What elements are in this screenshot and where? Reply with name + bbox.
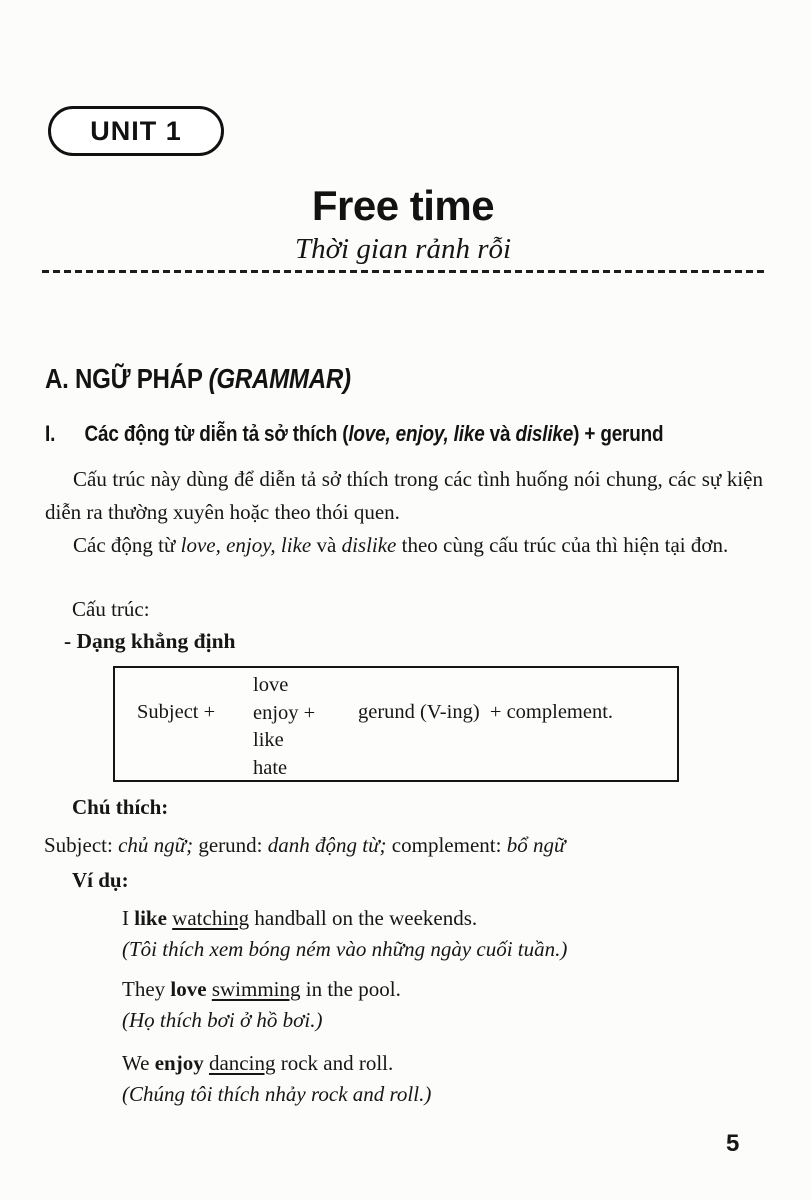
structure-label: Cấu trúc: (72, 597, 150, 621)
unit-badge-label: UNIT 1 (90, 115, 182, 146)
grammar-item-heading (45, 421, 663, 447)
dashed-divider (42, 270, 764, 273)
example-block (122, 1048, 742, 1110)
formula-verb: hate (253, 756, 288, 779)
formula-verb: enjoy + (253, 701, 316, 724)
item-title: Các động từ diễn tả sở thích (love, enjoy, like và dislike) + gerund (84, 421, 664, 446)
example-block (122, 974, 742, 1036)
formula-complement: gerund (V-ing) + complement. (358, 701, 614, 723)
page-title: Free time (311, 182, 495, 229)
example-translation: (Tôi thích xem bóng ném vào những ngày cuối tuần.) (122, 937, 568, 961)
formula-verb: like (253, 729, 284, 751)
notes-legend: Subject: chủ ngữ; gerund: danh động từ; complement: bổ ngữ (44, 833, 566, 857)
formula-subject: Subject + (137, 701, 216, 723)
formula-box (113, 666, 679, 782)
example-translation: (Họ thích bơi ở hồ bơi.) (122, 1008, 323, 1032)
unit-badge (48, 106, 224, 156)
affirmative-form-label: - Dạng khẳng định (64, 629, 236, 653)
example-translation: (Chúng tôi thích nhảy rock and roll.) (122, 1082, 432, 1106)
example-english: We enjoy dancing rock and roll. (122, 1051, 394, 1075)
example-english: I like watching handball on the weekends. (122, 906, 478, 930)
page-subtitle: Thời gian rảnh rỗi (294, 233, 512, 265)
formula-verb: love (253, 674, 289, 696)
formula-verb-list (253, 672, 315, 782)
example-block (122, 903, 742, 965)
item-number: I. (45, 421, 56, 446)
section-a-heading: A. NGỮ PHÁP (GRAMMAR) (45, 363, 351, 394)
paragraph-verbs: Các động từ love, enjoy, like và dislike theo cùng cấu trúc của thì hiện tại đơn. (73, 533, 729, 557)
notes-label: Chú thích: (72, 795, 169, 819)
example-english: They love swimming in the pool. (122, 977, 401, 1001)
page-number: 5 (726, 1130, 740, 1157)
examples-label: Ví dụ: (72, 868, 129, 892)
paragraph-usage: Cấu trúc này dùng để diễn tả sở thích trong các tình huống nói chung, các sự kiện diễn ra thường xuyên hoặc theo thói quen. (45, 467, 763, 524)
